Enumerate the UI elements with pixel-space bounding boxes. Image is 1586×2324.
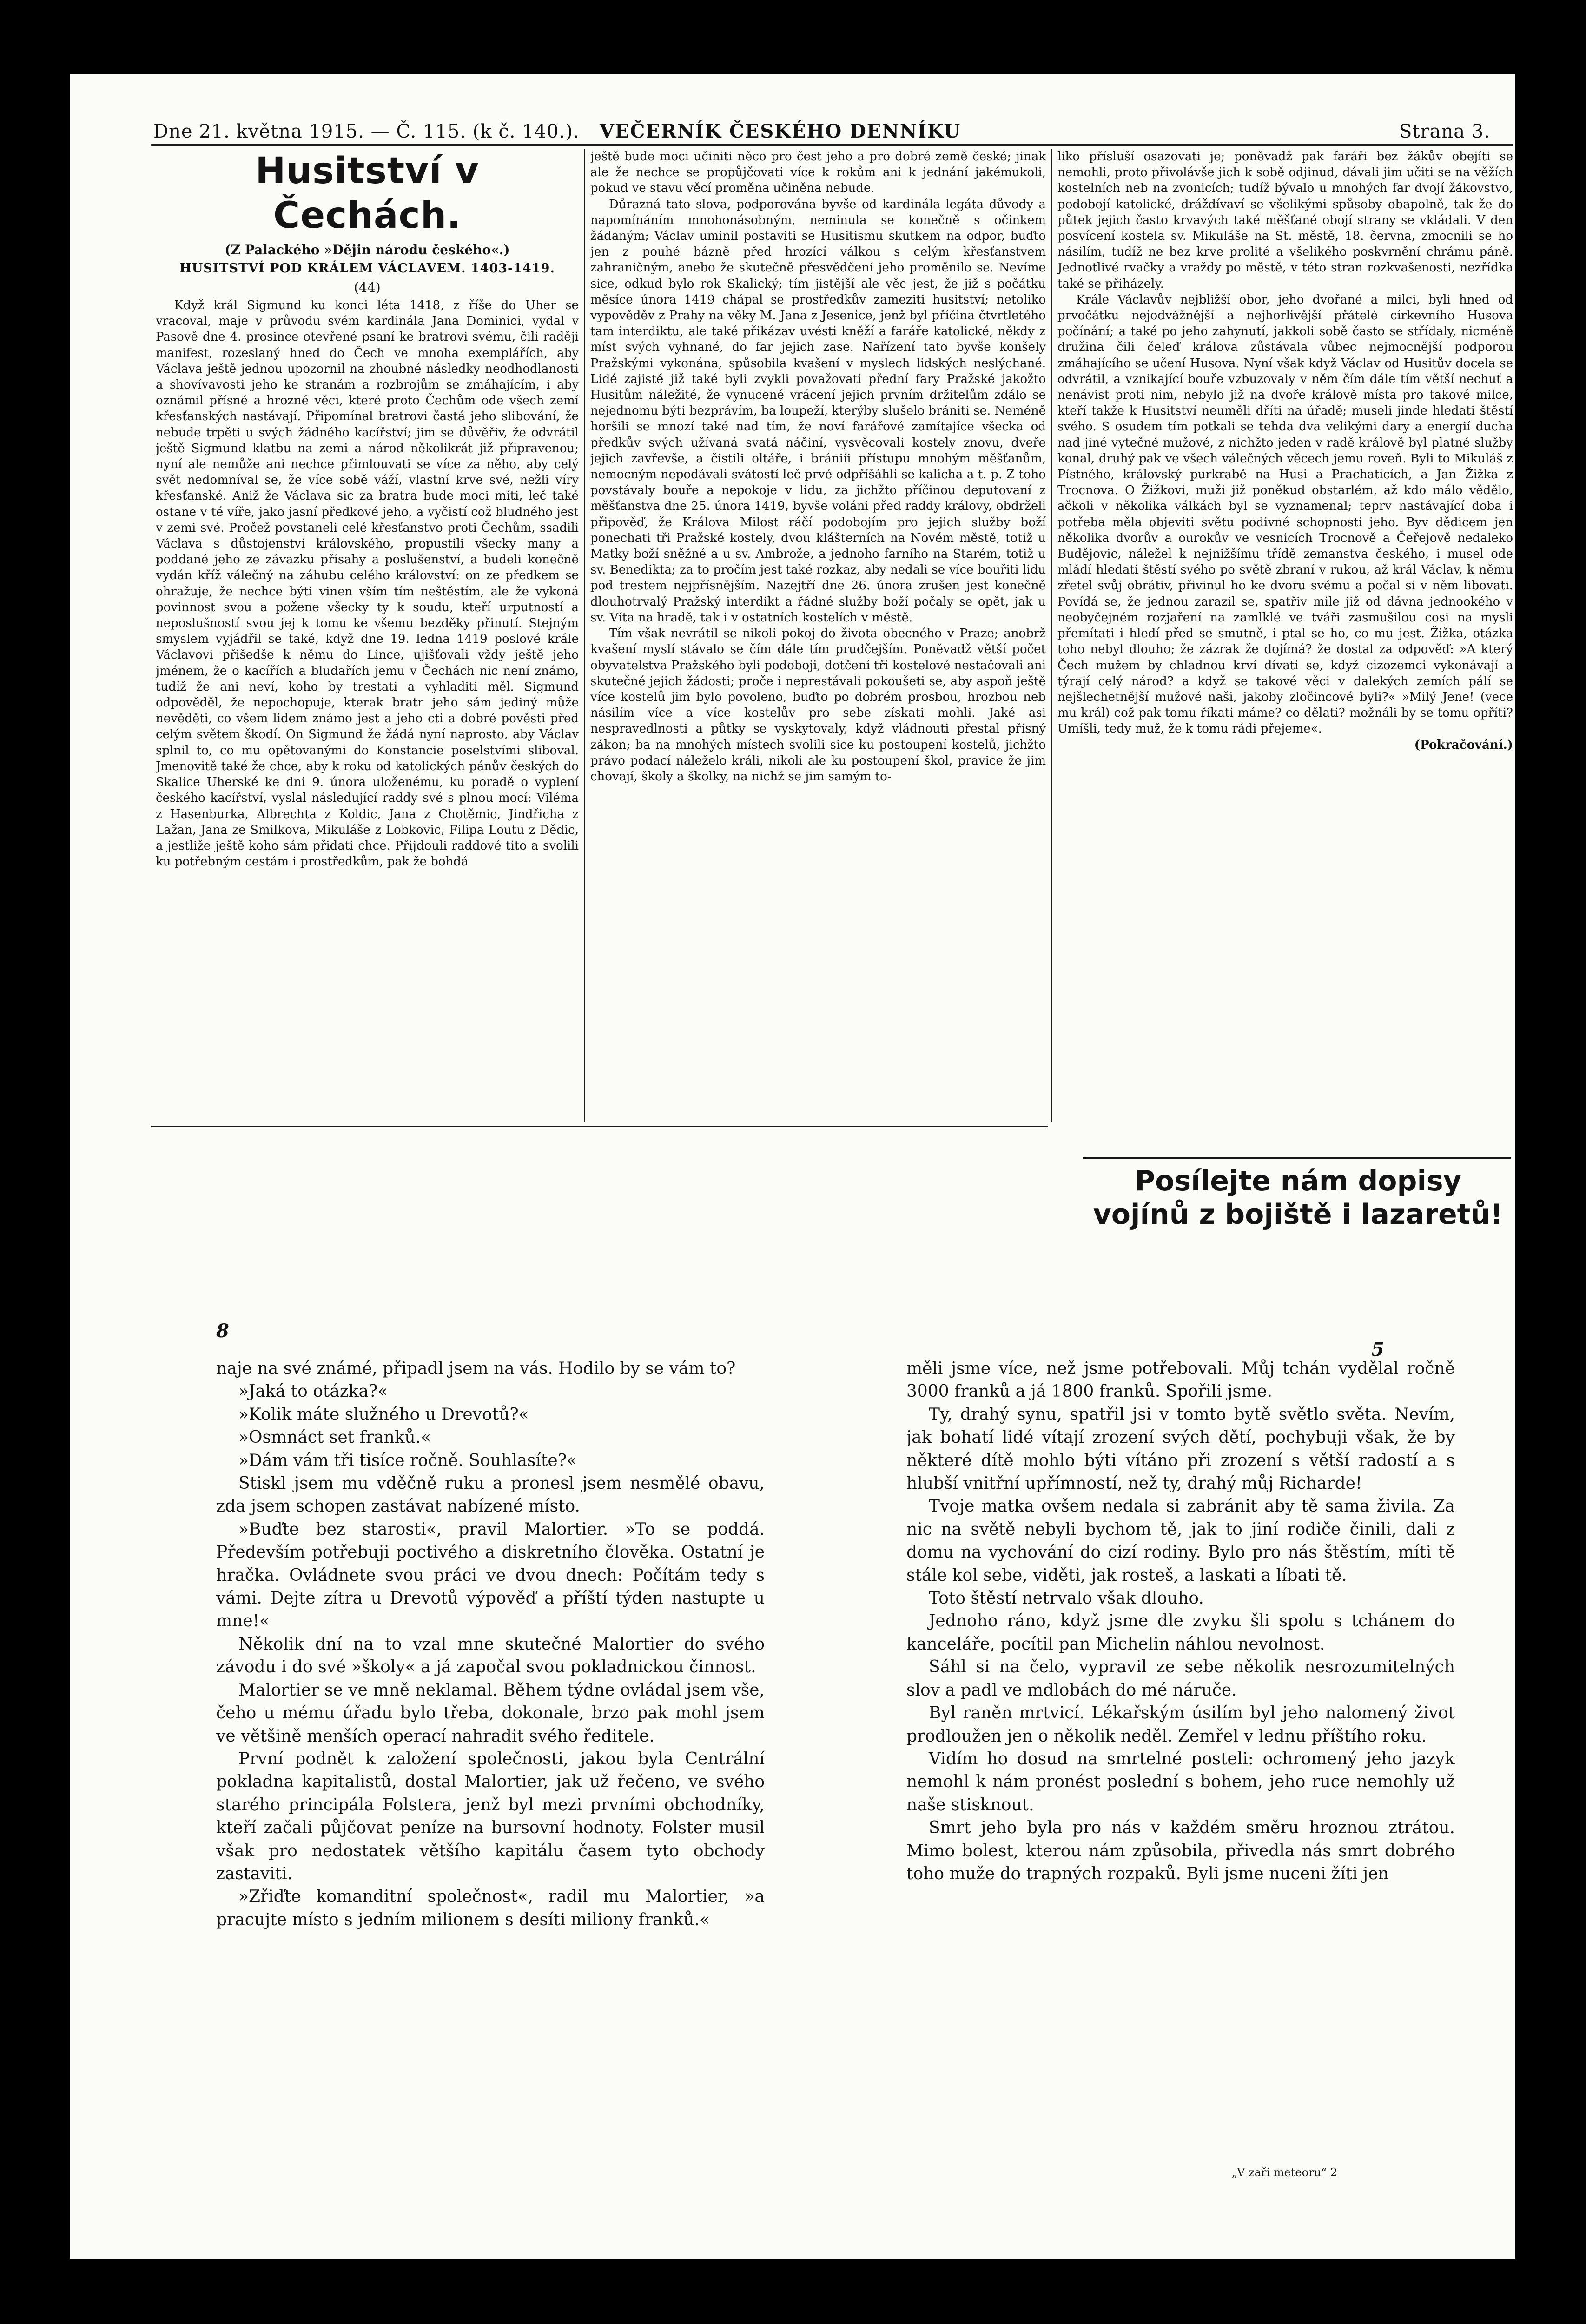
article-paragraph: Tím však nevrátil se nikoli pokoj do života obecného v Praze; anobrž kvašení myslí stávalo se čím dále tím prudčejším. Poněvadž větší počet obyvatelstva Pražského byli podoboji, dotčení tři kostelové nestačovali ani skutečné jejich žádosti; proče i neprestávali pokoušeti se, aby aspoň ještě více kostelů jim bylo povoleno, buďto po dobrém prosbou, hrozbou neb násilím více a více kostelův pro sebe získati mohli. Jaké asi nespravedlnosti a půtky se vyskytovaly, když vládnouti přestal přísný zákon; ba na mnohých místech svolili sice ku postoupení kostelů, jichžto právo podací náleželo králi, nikoli ale ku postoupení škol, pravice že jim chovají, školy a školky, na nichž se jim samým to- [590, 627, 1046, 784]
novel-paragraph: Několik dní na to vzal mne skutečné Malortier do svého závodu i do své »školy« a já započal svou pokladnickou činnost. [216, 1634, 765, 1677]
novel-paragraph: Jednoho ráno, když jsme dle zvyku šli spolu s tchánem do kanceláře, pocítil pan Michelin náhlou nevolnost. [906, 1611, 1455, 1654]
right-page-number: 5 [1371, 1339, 1384, 1360]
article-paragraph: Krále Václavův nejbližší obor, jeho dvořané a milci, byli hned od prvočátku nejodvážnější a nejhorlivější přátelé církevního Husova počínání; a také po jeho zahynutí, jakkoli sobě často se střídaly, nicméně družina čili čeleď králova zůstávala vůbec nejmocnější podporou zmáhajícího se učení Husova. Nyní však když Václav od Husitův docela se odvrátil, a vznikající bouře vzbuzovaly v něm čím dále tím větší nechuť a nenávist proti nim, nebylo již na dvoře králově místa pro takové milce, kteří takže k Husitství neuměli dříti na úřadě; museli jinde hledati štěstí svého. S osudem tím potkali se tehda dva velikými dary a energií ducha nad jiné vytečné mužové, z nichžto jeden v radě králově byl platné služby konal, druhý pak ve všech válečných věcech jemu roveň. Byli to Mikuláš z Pístného, královský purkrabě na Husi a Prachaticích, a Jan Žižka z Trocnova. O Žižkovi, muži již poněkud obstarlém, až kdo málo vědělo, ačkoli v několika válkách byl se vyznamenal; teprv nastávající doba i potřeba měla objeviti světu podivné schopnosti jeho. Byv dědicem jen několika dvorův a ourokův ve vesnicích Trocnově a Čeřejově nedaleko Budějovic, náležel k nejnižšímu třídě zemanstva českého, i musel ode mládí hledati štěstí svého po světě zbraní v rukou, až král Václav, k němu zřetel svůj obrátiv, přivinul ho ke dvoru svému a počal si v něm libovati. Povídá se, že jednou zarazil se, spatřiv mile již od dávna jednookého v neobyčejném rozjaření na zamlklé ve tváři zasmušilou cosi na mysli přemítati i hledí před se smutně, i ptal se ho, co mu jest. Žižka, otázka toho nebyl dlouho; že zázrak že dojímá? že dostal za odpověď: »A který Čech mužem by chladnou krví dívati se, když cizozemci vykonávají a týrají celý národ? a když se takové věci v dalekých zemích pálí se nejšlechetnější mužové naši, jakoby zločincové byli?« »Milý Jene! (vece mu král) což pak tomu říkati máme? co dělati? možnáli by se tomu opříti? Umíšli, tedy muž, že k tomu rádi přejeme«. [1057, 292, 1513, 736]
column-rule [1051, 149, 1052, 1122]
novel-paragraph: »Osmnáct set franků.« [238, 1428, 431, 1447]
article-column-2 [590, 149, 1046, 1122]
masthead: VEČERNÍK ČESKÉHO DENNÍKU [600, 120, 961, 142]
section-bottom-rule [151, 1126, 1048, 1127]
novel-paragraph: »Jaká to otázka?« [238, 1382, 388, 1401]
novel-paragraph: Vidím ho dosud na smrtelné posteli: ochromený jeho jazyk nemohl k nám pronést poslední s bohem, jeho ruce nemohly už naše stisknout. [906, 1749, 1455, 1815]
article-source: (Z Palackého »Dějin národu českého«.) [225, 242, 510, 257]
letters-banner: Posílejte nám dopisy vojínů z bojiště i lazaretů! [1093, 1165, 1503, 1231]
column-rule [584, 149, 585, 1122]
article-paragraph: ještě bude moci učiniti něco pro čest jeho a pro dobré země české; jinak ale že nechce se propůjčovati více k rokům ani k jednání jakémukoli, pokud ve stavu věcí proměna učiněna nebude. [590, 150, 1046, 196]
novel-paragraph: Byl raněn mrtvicí. Lékařským úsilím byl jeho nalomený život prodloužen jen o několik neděl. Zemřel v lednu příštího roku. [906, 1703, 1455, 1746]
newspaper-page [70, 74, 1515, 2259]
article-paragraph: Důrazná tato slova, podporována byvše od kardinála legáta důvody a napomínáním mnohonásobným, neminula se konečně s očinkem žádaným; Václav uminil postaviti se Husitismu skutkem na odpor, buďto jen z pouhé bázně před hrozící válkou s celým křesťanstvem zahraničným, anebo že skutečně přesvědčení jeho proměnilo se. Nevíme sice, odkud bylo rok Skalický; tím jistější ale věc jest, že již s počátku měsíce února 1419 chápal se prostředkův zameziti husitství; netoliko vypověděv z Prahy na věky M. Jana z Jesenice, jenž byl příčina čtvrtletého tam interdiktu, ale také přikázav uvésti kněží a faráře katolické, někdy z míst svých vyhnané, do far jejich zase. Nařízení tato byvše konšely Pražskými vykonána, spůsobila kvašení v myslech lidských neslýchané. Lidé zajisté již také byli zvykli považovati přední fary Pražské jakožto Husitům náležité, že vynucené vrácení jejich prvním držitelům zdálo se nejednomu býti bezprávím, ba loupeží, kterýby slušelo brániti se. Neméně horšili se mnozí také nad tím, že noví farářové zamítajíce všecka od předkův svých užívaná svatá náčiní, vysvěcovali kostely znovu, dveře jejich zavřevše, a čistili oltáře, i brániíi přístupu mnohým měšťanům, nemocným nepodávali svátostí leč prvé odpříšáhli se kalicha a t. p. Z toho povstávaly bouře a nepokoje v lidu, za jichžto příčinou deputovaní z měšťanstva dne 25. února 1419, byvše voláni před raddy královy, obdrželi připověď, že Králova Milost ráčí podobojím pro jejich služby boží ponechati tři Pražské kostely, dvou klášterních na Novém městě, totiž u Matky boží sněžné a u sv. Ambrože, a jednoho farního na Starém, totiž u sv. Benedikta; za to pročím jest také rozkaz, aby nedali se více bouřiti lidu pod trestem nejpřísnějším. Nazejtří dne 26. února zrušen jest konečně dlouhotrvalý Pražský interdikt a řádné služby boží počaly se opět, jak u sv. Víta na hradě, tak i v ostatních kostelích v městě. [590, 197, 1046, 625]
novel-right-column [906, 1357, 1455, 2147]
novel-paragraph: První podnět k založení společnosti, jakou byla Centrální pokladna kapitalistů, dostal Malortier, jak už řečeno, ve svého starého principála Folstera, jenž byl mezi prvními obchodníky, kteří začali půjčovat peníze na bursovní hodnoty. Folster musil však pro nedostatek většího kapitálu časem tyto obchody zastaviti. [216, 1749, 765, 1883]
novel-paragraph: Smrt jeho byla pro nás v každém směru hroznou ztrátou. Mimo bolest, kterou nám způsobila, přivedla nás smrt dobrého toho muže do trapných rozpaků. Byli jsme nuceni žíti jen [906, 1818, 1455, 1883]
continued-note: (Pokračování.) [1414, 738, 1513, 752]
header-rule [151, 144, 1513, 146]
novel-left-column [216, 1357, 765, 2147]
novel-paragraph: Toto štěstí netrvalo však dlouho. [929, 1589, 1204, 1608]
novel-paragraph: »Kolik máte služného u Drevotů?« [238, 1405, 529, 1424]
novel-paragraph: »Dám vám tři tisíce ročně. Souhlasíte?« [238, 1451, 577, 1470]
article-column-3 [1057, 149, 1513, 1160]
article-title: Husitství v Čechách. [255, 150, 479, 237]
left-page-number: 8 [216, 1320, 229, 1342]
novel-paragraph: »Buďte bez starosti«, pravil Malortier. »To se poddá. Především potřebuji poctivého a diskretního člověka. Ostatní je hračka. Ovládnete svou práci ve dvou dnech: Počítám tedy s vámi. Dejte zítra u Drevotů výpověď a příští týden nastupte u mne!« [216, 1519, 765, 1631]
newspaper-sheet [70, 74, 1515, 2259]
page-number: Strana 3. [1399, 121, 1490, 142]
novel-paragraph: naje na své známé, připadl jsem na vás. Hodilo by se vám to? [216, 1359, 736, 1378]
novel-footnote: „V zaři meteoru“ 2 [1232, 2166, 1338, 2179]
novel-paragraph: Sáhl si na čelo, vypravil ze sebe několik nesrozumitelných slov a padl ve mdlobách do mé náruče. [906, 1657, 1455, 1700]
issue-date: Dne 21. května 1915. — Č. 115. (k č. 140.). [153, 121, 580, 142]
article-number: (44) [354, 280, 381, 295]
novel-paragraph: Ty, drahý synu, spatřil jsi v tomto bytě světlo světa. Nevím, jak bohatí lidé vítají zrození svých dětí, pochybuji však, že by některé dítě mohlo býti vítáno při zrození s větší radostí a s hlubší vnitřní upřímností, než ty, drahý můj Richarde! [906, 1405, 1455, 1493]
novel-paragraph: měli jsme více, než jsme potřebovali. Můj tchán vydělal ročně 3000 franků a já 1800 franků. Spořili jsme. [906, 1359, 1455, 1401]
article-paragraph: liko přísluší osazovati je; poněvadž pak faráři bez žákův obejíti se nemohli, proto přivolávše jich k sobě odjinud, dávali jim učiti se na věžích kostelních neb na zvonicích; tudíž bývalo u mnohých far dvojí žákovstvo, podobojí katolické, dráždívaví se všelikými spůsoby obapolně, tak že do půtek jejich často krvavých také měšťané obojí strany se vkládali. V den posvícení kostela sv. Mikuláše na St. městě, 18. června, zmocnili se ho násilím, tudíž ne bez krve prolité a všelikého poskvrnění chrámu páně. Jednotlivé rvačky a vraždy po městě, v této stran rozkvašenosti, nezřídka také se přiházely. [1057, 150, 1513, 291]
article-column-1 [156, 149, 579, 1122]
article-paragraph: Když král Sigmund ku konci léta 1418, z říše do Uher se vracoval, maje v průvodu svém kardinála Jana Dominici, vydal v Pasově dne 4. prosince otevřené psaní ke bratrovi svému, čili raději manifest, rozeslaný hned do Čech ve mnoha exemplářích, aby Václava ještě jednou upozornil na zhoubné následky neodhodlanosti a shovívavosti jeho ke stranám a rozbrojům se zmáhajícím, i aby oznámil přísné a hrozné věci, které proto Čechům ode všech zemí křesťanských nastávají. Připomínal bratrovi častá jeho slibování, že nebude trpěti u svých žádného kacířství; jim se důvěřiv, že odvrátil ještě Sigmund klatbu na zemi a národ několikrát již připravenou; nyní ale nemůže ani nechce přimlouvati se více za něho, aby celý svět nedomníval se, že více sobě váží, vlastní krve své, nežli víry křesťanské. Aniž že Václava sic za bratra bude moci míti, leč také ostane v té víře, jako jasní předkové jeho, a vyčistí což bludného jest v zemi své. Pročež povstaneli celé křesťanstvo proti Čechům, ssadili Václava s důstojenství královského, propustili všecky many a poddané jeho ze závazku přísahy a poslušenství, a budeli konečně vydán kříž válečný na záhubu celého království: on ze předkem se ohražuje, že nechce býti vinen vším tím neštěstím, ale že vykoná povinnost svou a požene všecky ty k soudu, kteří urputností a neposlušností svou jej k tomu ke všemu bezděky přinutí. Stejným smyslem vyjádřil se také, když dne 19. ledna 1419 poslové krále Václavovi přišedše k němu do Lince, ujišťovali vždy ještě jeho jménem, že o kacířích a bludařích jemu v Čechách nic není známo, tudíž že ani neví, koho by trestati a vyhladiti měl. Sigmund odpověděl, že nepochopuje, kterak bratr jeho sám jediný může nevěděti, co všem lidem známo jest a jeho cti a dobré pověsti před celým světem škodí. On Sigmund že žádá nyní naprosto, aby Václav splnil to, co mu opětovanými do Konstancie poselstvími sliboval. Jmenovitě také že chce, aby k roku od katolických pánův českých do Skalice Uherské ke dni 9. února uloženému, ku poradě o vyplení českého kacířství, vyslal následující raddy své s plnou mocí: Viléma z Hasenburka, Albrechta z Koldic, Jana z Chotěmic, Jindřicha z Lažan, Jana ze Smilkova, Mikuláše z Lobkovic, Filipa Loutu z Dědic, a jestliže ještě koho sám přidati chce. Přijdouli raddové tito a svolili ku potřebným cestám i prostředkům, pak že bohdá [156, 298, 579, 869]
banner-rule [1083, 1157, 1511, 1159]
novel-paragraph: »Zřiďte komanditní společnost«, radil mu Malortier, »a pracujte místo s jedním milionem s desíti miliony franků.« [216, 1887, 765, 1929]
novel-paragraph: Malortier se ve mně neklamal. Během týdne ovládal jsem vše, čeho u mému úřadu bylo třeba, dokonale, brzo pak mohl jsem ve většině menších operací nahradit svého ředitele. [216, 1680, 765, 1746]
article-section: HUSITSTVÍ POD KRÁLEM VÁCLAVEM. 1403-1419. [179, 261, 555, 276]
novel-paragraph: Tvoje matka ovšem nedala si zabránit aby tě sama živila. Za nic na světě nebyli bychom tě, jak to jiní rodiče činili, dali z domu na vychování do cizí rodiny. Bylo pro nás štěstím, míti tě stále kol sebe, viděti, jak rosteš, a laskati a líbati tě. [906, 1497, 1455, 1585]
novel-paragraph: Stiskl jsem mu vděčně ruku a pronesl jsem nesmělé obavu, zda jsem schopen zastávat nabízené místo. [216, 1474, 765, 1516]
